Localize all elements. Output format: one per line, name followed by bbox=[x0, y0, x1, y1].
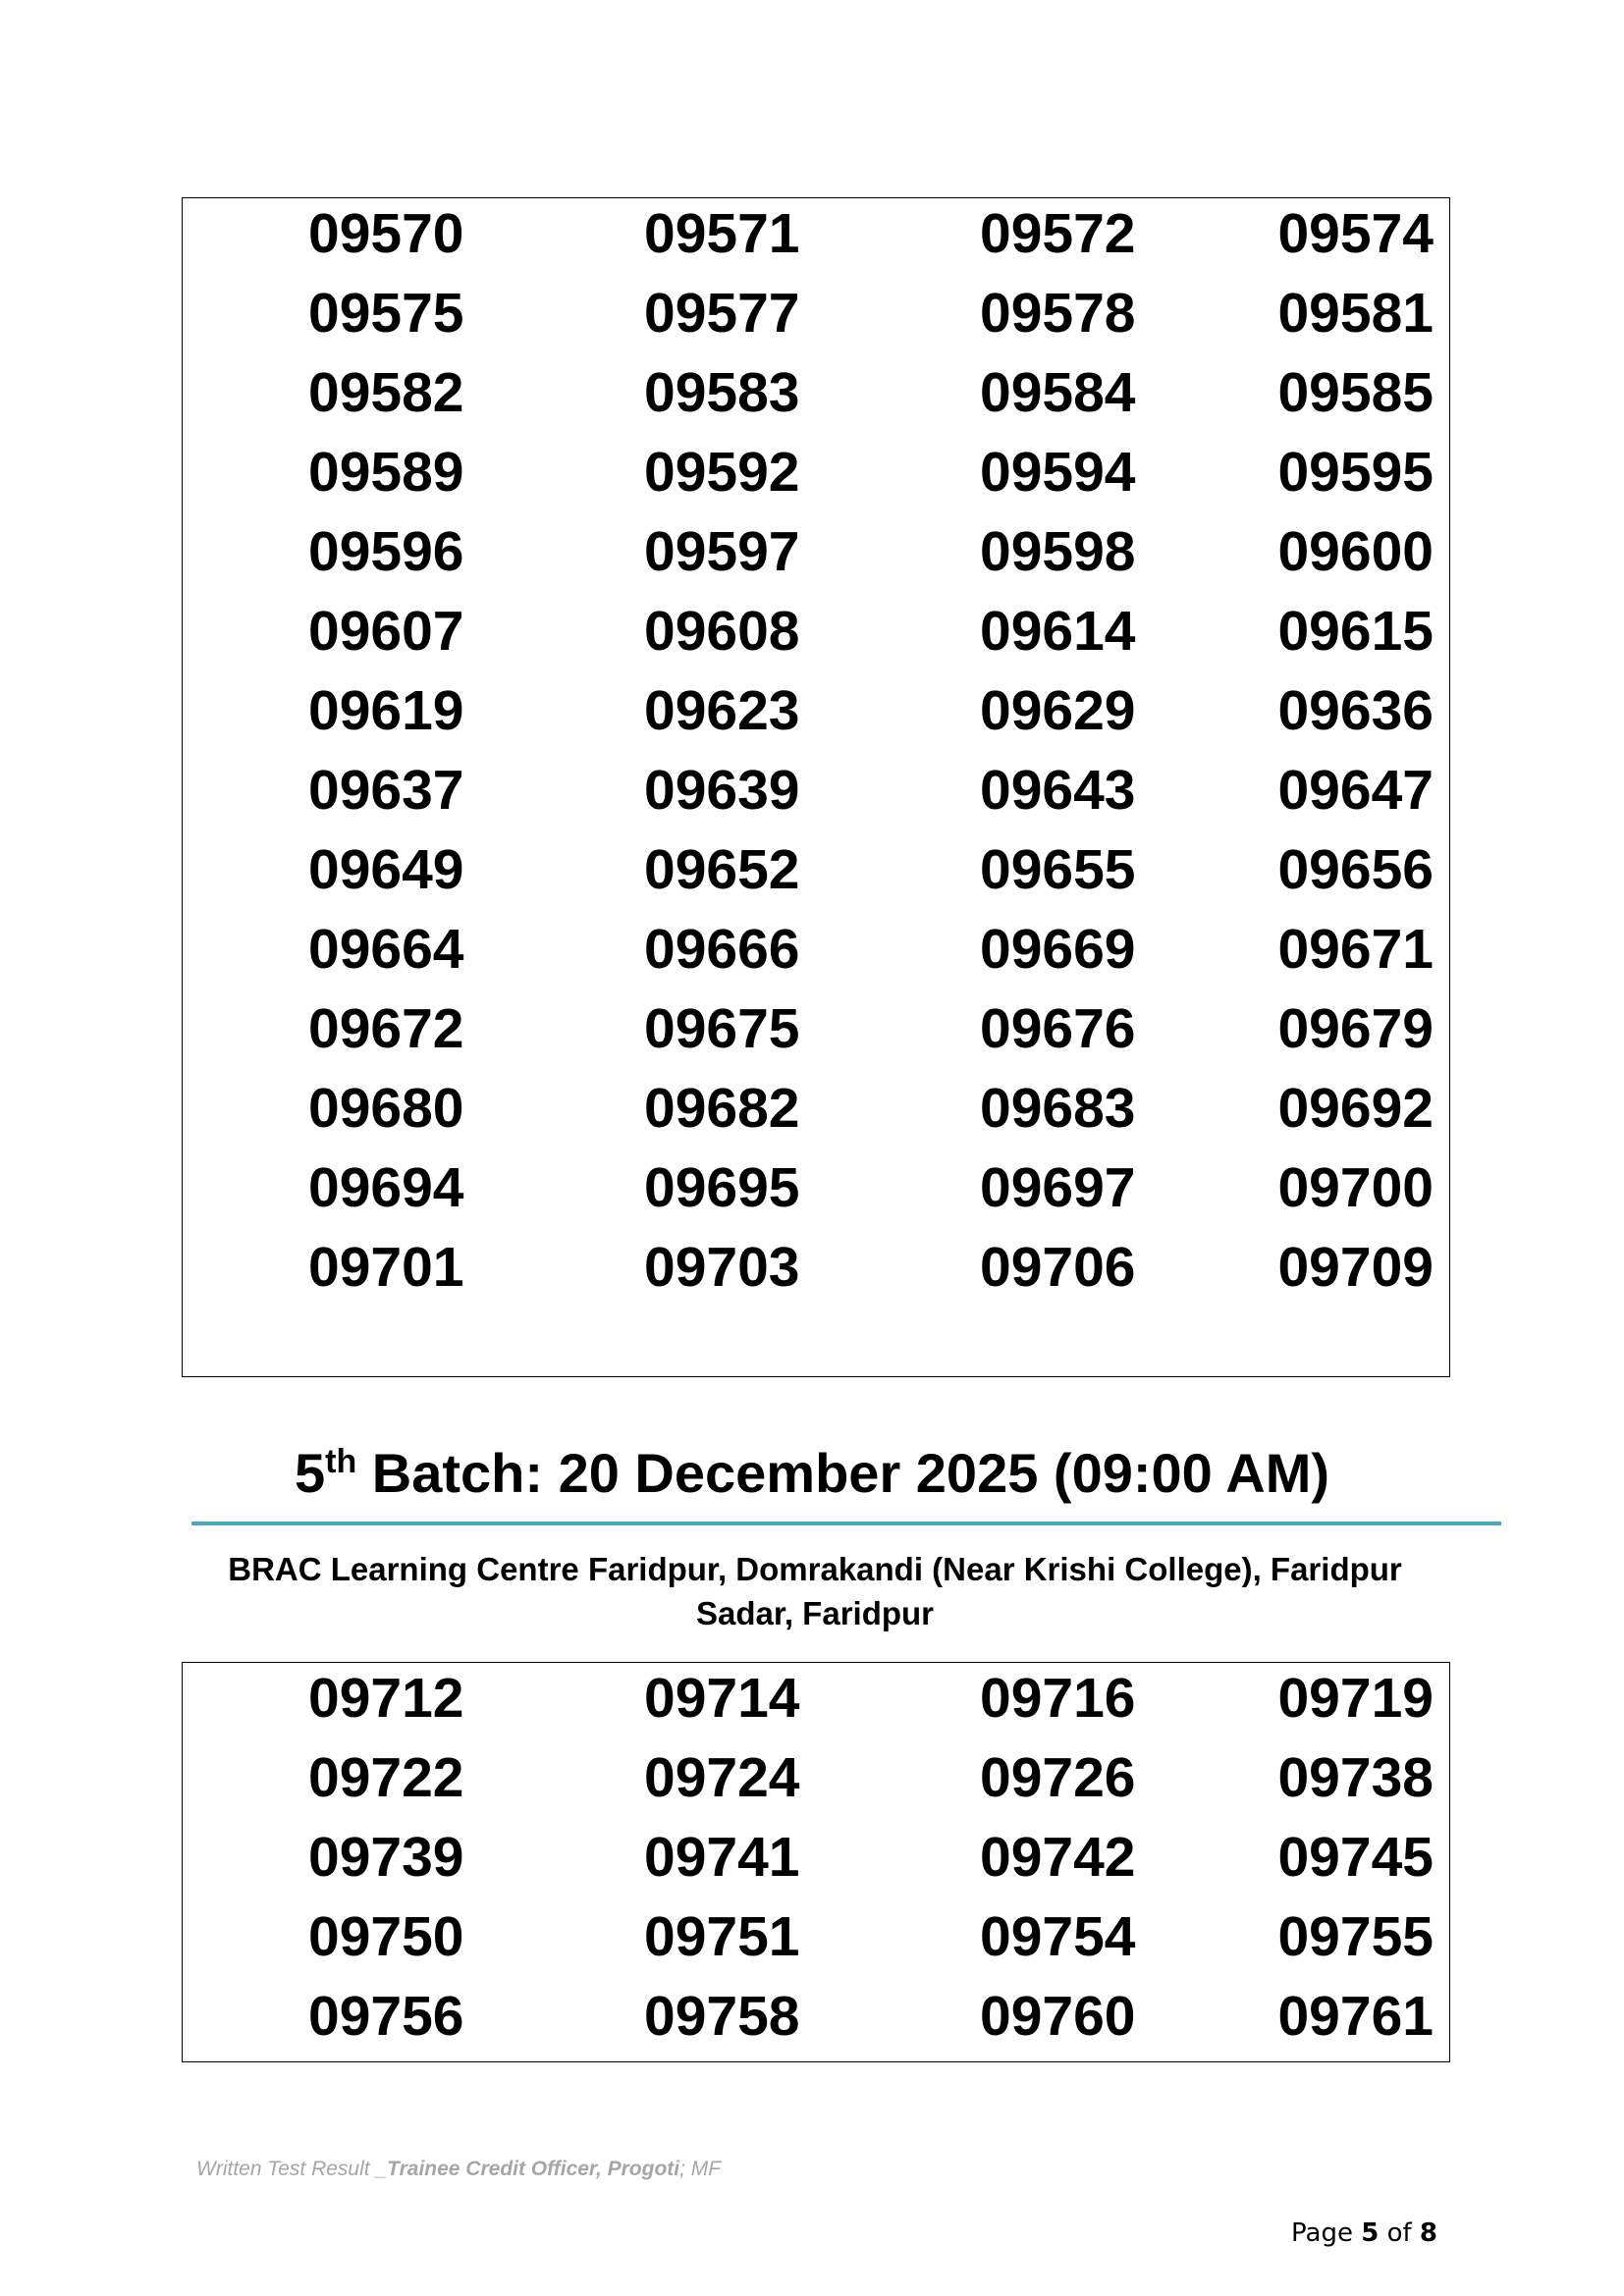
roll-number: 09664 bbox=[308, 918, 464, 981]
table-row bbox=[183, 1746, 1449, 1830]
roll-number: 09636 bbox=[1277, 679, 1434, 742]
roll-number: 09724 bbox=[644, 1746, 800, 1809]
roll-number: 09751 bbox=[644, 1905, 800, 1968]
table-row bbox=[183, 997, 1449, 1081]
roll-number: 09615 bbox=[1277, 600, 1434, 663]
roll-number: 09652 bbox=[644, 838, 800, 901]
roll-number: 09697 bbox=[980, 1156, 1136, 1219]
roll-number: 09745 bbox=[1277, 1826, 1434, 1889]
heading-divider bbox=[191, 1522, 1501, 1525]
roll-number: 09709 bbox=[1277, 1236, 1434, 1299]
roll-number: 09716 bbox=[980, 1667, 1136, 1730]
roll-number: 09760 bbox=[980, 1985, 1136, 2048]
roll-number: 09581 bbox=[1277, 282, 1434, 345]
table-row bbox=[183, 600, 1449, 683]
venue-line-1: BRAC Learning Centre Faridpur, Domrakandi (Near Krishi College), Faridpur bbox=[228, 1551, 1402, 1587]
page-current: 5 bbox=[1361, 2218, 1380, 2248]
batch-heading bbox=[0, 1443, 1624, 1504]
roll-number: 09750 bbox=[308, 1905, 464, 1968]
table-row bbox=[183, 1077, 1449, 1160]
roll-number: 09761 bbox=[1277, 1985, 1434, 2048]
table-row bbox=[183, 679, 1449, 763]
batch-ordinal-suffix: th bbox=[325, 1443, 357, 1480]
roll-number: 09595 bbox=[1277, 441, 1434, 504]
roll-number: 09739 bbox=[308, 1826, 464, 1889]
page-number bbox=[1291, 2218, 1437, 2248]
roll-number: 09583 bbox=[644, 361, 800, 424]
footer-note bbox=[196, 2158, 721, 2181]
roll-number: 09598 bbox=[980, 520, 1136, 583]
page-of: of bbox=[1379, 2218, 1420, 2248]
roll-number: 09655 bbox=[980, 838, 1136, 901]
roll-number: 09623 bbox=[644, 679, 800, 742]
page-total: 8 bbox=[1419, 2218, 1437, 2248]
roll-number: 09738 bbox=[1277, 1746, 1434, 1809]
roll-number: 09639 bbox=[644, 759, 800, 822]
table-row bbox=[183, 202, 1449, 286]
roll-number: 09754 bbox=[980, 1905, 1136, 1968]
table-row bbox=[183, 1156, 1449, 1240]
footer-prefix: Written Test Result _ bbox=[196, 2158, 388, 2180]
roll-number: 09575 bbox=[308, 282, 464, 345]
footer-position: Trainee Credit Officer, Progoti bbox=[387, 2158, 680, 2180]
roll-number: 09706 bbox=[980, 1236, 1136, 1299]
roll-number: 09585 bbox=[1277, 361, 1434, 424]
roll-number: 09589 bbox=[308, 441, 464, 504]
roll-number: 09755 bbox=[1277, 1905, 1434, 1968]
roll-number: 09683 bbox=[980, 1077, 1136, 1140]
roll-number: 09619 bbox=[308, 679, 464, 742]
table-row bbox=[183, 282, 1449, 365]
page-word: Page bbox=[1291, 2218, 1362, 2248]
roll-number: 09577 bbox=[644, 282, 800, 345]
roll-number: 09695 bbox=[644, 1156, 800, 1219]
roll-number: 09714 bbox=[644, 1667, 800, 1730]
batch-label: Batch: 20 December 2025 (09:00 AM) bbox=[356, 1442, 1330, 1504]
roll-number: 09597 bbox=[644, 520, 800, 583]
roll-number: 09694 bbox=[308, 1156, 464, 1219]
roll-number: 09726 bbox=[980, 1746, 1136, 1809]
roll-number: 09679 bbox=[1277, 997, 1434, 1060]
roll-number: 09649 bbox=[308, 838, 464, 901]
batch-number: 5 bbox=[294, 1442, 326, 1504]
roll-number: 09722 bbox=[308, 1746, 464, 1809]
roll-number: 09600 bbox=[1277, 520, 1434, 583]
roll-number: 09596 bbox=[308, 520, 464, 583]
table-row bbox=[183, 1905, 1449, 1989]
venue-address bbox=[206, 1547, 1424, 1635]
roll-number: 09712 bbox=[308, 1667, 464, 1730]
table-row bbox=[183, 918, 1449, 1001]
roll-number: 09614 bbox=[980, 600, 1136, 663]
table-row bbox=[183, 441, 1449, 524]
roll-number: 09629 bbox=[980, 679, 1136, 742]
roll-number: 09608 bbox=[644, 600, 800, 663]
table-row bbox=[183, 1826, 1449, 1909]
roll-number: 09669 bbox=[980, 918, 1136, 981]
roll-number: 09571 bbox=[644, 202, 800, 265]
roll-number: 09692 bbox=[1277, 1077, 1434, 1140]
roll-number: 09700 bbox=[1277, 1156, 1434, 1219]
table-row bbox=[183, 1236, 1449, 1319]
roll-number: 09758 bbox=[644, 1985, 800, 2048]
roll-number: 09672 bbox=[308, 997, 464, 1060]
roll-number: 09643 bbox=[980, 759, 1136, 822]
roll-number: 09703 bbox=[644, 1236, 800, 1299]
roll-number: 09756 bbox=[308, 1985, 464, 2048]
roll-number: 09680 bbox=[308, 1077, 464, 1140]
roll-number: 09572 bbox=[980, 202, 1136, 265]
roll-number-table-2 bbox=[182, 1662, 1450, 2062]
roll-number: 09676 bbox=[980, 997, 1136, 1060]
table-row bbox=[183, 361, 1449, 445]
roll-number: 09578 bbox=[980, 282, 1136, 345]
roll-number: 09582 bbox=[308, 361, 464, 424]
roll-number: 09647 bbox=[1277, 759, 1434, 822]
roll-number: 09666 bbox=[644, 918, 800, 981]
roll-number: 09607 bbox=[308, 600, 464, 663]
roll-number: 09594 bbox=[980, 441, 1136, 504]
roll-number: 09742 bbox=[980, 1826, 1136, 1889]
roll-number: 09675 bbox=[644, 997, 800, 1060]
roll-number: 09584 bbox=[980, 361, 1136, 424]
roll-number: 09719 bbox=[1277, 1667, 1434, 1730]
table-row bbox=[183, 520, 1449, 604]
table-row bbox=[183, 1667, 1449, 1750]
roll-number: 09656 bbox=[1277, 838, 1434, 901]
table-row bbox=[183, 1985, 1449, 2068]
roll-number: 09637 bbox=[308, 759, 464, 822]
footer-suffix: ; MF bbox=[679, 2158, 722, 2180]
roll-number: 09570 bbox=[308, 202, 464, 265]
table-row bbox=[183, 759, 1449, 842]
roll-number: 09592 bbox=[644, 441, 800, 504]
roll-number: 09741 bbox=[644, 1826, 800, 1889]
roll-number: 09671 bbox=[1277, 918, 1434, 981]
roll-number: 09701 bbox=[308, 1236, 464, 1299]
venue-line-2: Sadar, Faridpur bbox=[695, 1595, 935, 1631]
roll-number: 09574 bbox=[1277, 202, 1434, 265]
roll-number-table-1 bbox=[182, 197, 1450, 1377]
table-row bbox=[183, 838, 1449, 922]
roll-number: 09682 bbox=[644, 1077, 800, 1140]
